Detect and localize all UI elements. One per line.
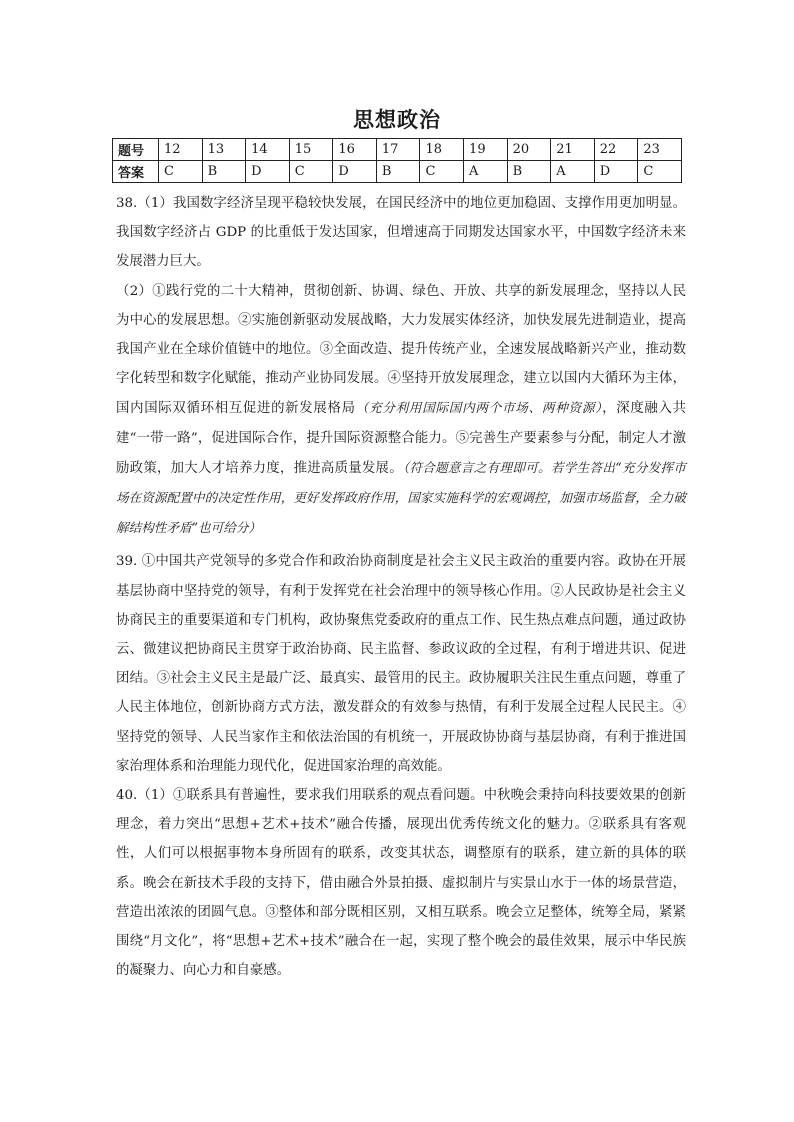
answer-row-header: 答案 [113,161,159,183]
answer-letter: C [420,161,464,183]
answer-table [112,138,682,183]
number-row-header: 题号 [113,139,159,161]
question-number: 12 [159,139,203,161]
q38-part2 [116,277,686,544]
q38-part2-main: （2）①践行党的二十大精神，贯彻创新、协调、绿色、开放、共享的新发展理念，坚持以人民为中心的发展思想。②实施创新驱动发展战略，大力发展实体经济，加快发展先进制造业，提高我国产业在全球价值链中的地位。③全面改造、提升传统产业，全速发展战略新兴产业，推动数字化转型和数字化赋能，推动产业协同发展。④坚持开放发展理念，建立以国内大循环为主体，国内国际双循环相互促进的新发展格局 [116,283,686,417]
question-number: 18 [420,139,464,161]
answer-letter: D [333,161,377,183]
answer-letter: B [507,161,551,183]
answer-letter: D [594,161,638,183]
answer-table-number-row [113,139,682,161]
answer-table-answer-row [113,161,682,183]
question-number: 16 [333,139,377,161]
answer-letter: D [246,161,290,183]
question-number: 23 [638,139,682,161]
question-number: 13 [202,139,246,161]
question-number: 21 [551,139,595,161]
question-number: 22 [594,139,638,161]
q39-answer: 39. ①中国共产党领导的多党合作和政治协商制度是社会主义民主政治的重要内容。政协在开展基层协商中坚持党的领导，有利于发挥党在社会治理中的领导核心作用。②人民政协是社会主义协商民主的重要渠道和专门机构，政协聚焦党委政府的重点工作、民生热点难点问题，通过政协云、微建议把协商民主贯穿于政治协商、民主监督、参政议政的全过程，有利于增进共识、促进团结。③社会主义民主是最广泛、最真实、最管用的民主。政协履职关注民生重点问题，尊重了人民主体地位，创新协商方式方法，激发群众的有效参与热情，有利于发展全过程人民民主。④坚持党的领导、人民当家作主和依法治国的有机统一，开展政协协商与基层协商，有利于推进国家治理体系和治理能力现代化，促进国家治理的高效能。 [116,554,686,774]
page-title: 思想政治 [353,108,441,132]
answer-letter: C [289,161,333,183]
answer-body [116,189,686,985]
answer-letter: C [638,161,682,183]
q38-part2-tail: ，深度融入共建“一带一路”，促进国际合作，提升国际资源整合能力。⑤完善生产要素参与分配，制定人才激励政策，加大人才培养力度，推进高质量发展。 [116,401,687,476]
q38-part1: 38.（1）我国数字经济呈现平稳较快发展，在国民经济中的地位更加稳固、支撑作用更加明显。我国数字经济占 GDP 的比重低于发达国家，但增速高于同期发达国家水平，中国数字经济未来发展潜力巨大。 [116,196,686,270]
question-number: 20 [507,139,551,161]
answer-letter: A [464,161,508,183]
answer-letter: C [159,161,203,183]
q38-grading-note: （符合题意言之有理即可。若学生答出“充分发挥市场在资源配置中的决定性作用，更好发挥政府作用，国家实施科学的宏观调控，加强市场监督，全力破解结构性矛盾”也可给分） [116,459,687,536]
answer-letter: B [202,161,246,183]
question-number: 17 [376,139,420,161]
question-number: 15 [289,139,333,161]
question-number: 14 [246,139,290,161]
q38-note-markets: （充分利用国际国内两个市场、两种资源） [355,400,603,416]
question-number: 19 [464,139,508,161]
answer-letter: B [376,161,420,183]
q40-answer: 40.（1）①联系具有普遍性，要求我们用联系的观点看问题。中秋晚会秉持向科技要效果的创新理念，着力突出“思想+艺术+技术”融合传播，展现出优秀传统文化的魅力。②联系具有客观性，人们可以根据事物本身所固有的联系，改变其状态，调整原有的联系，建立新的具体的联系。晚会在新技术手段的支持下，借由融合外景拍摄、虚拟制片与实景山水于一体的场景营造，营造出浓浓的团圆气息。③整体和部分既相区别，又相互联系。晚会立足整体，统筹全局，紧紧围绕“月文化”，将“思想+艺术+技术”融合在一起，实现了整个晚会的最佳效果，展示中华民族的凝聚力、向心力和自豪感。 [116,788,686,979]
answer-letter: A [551,161,595,183]
